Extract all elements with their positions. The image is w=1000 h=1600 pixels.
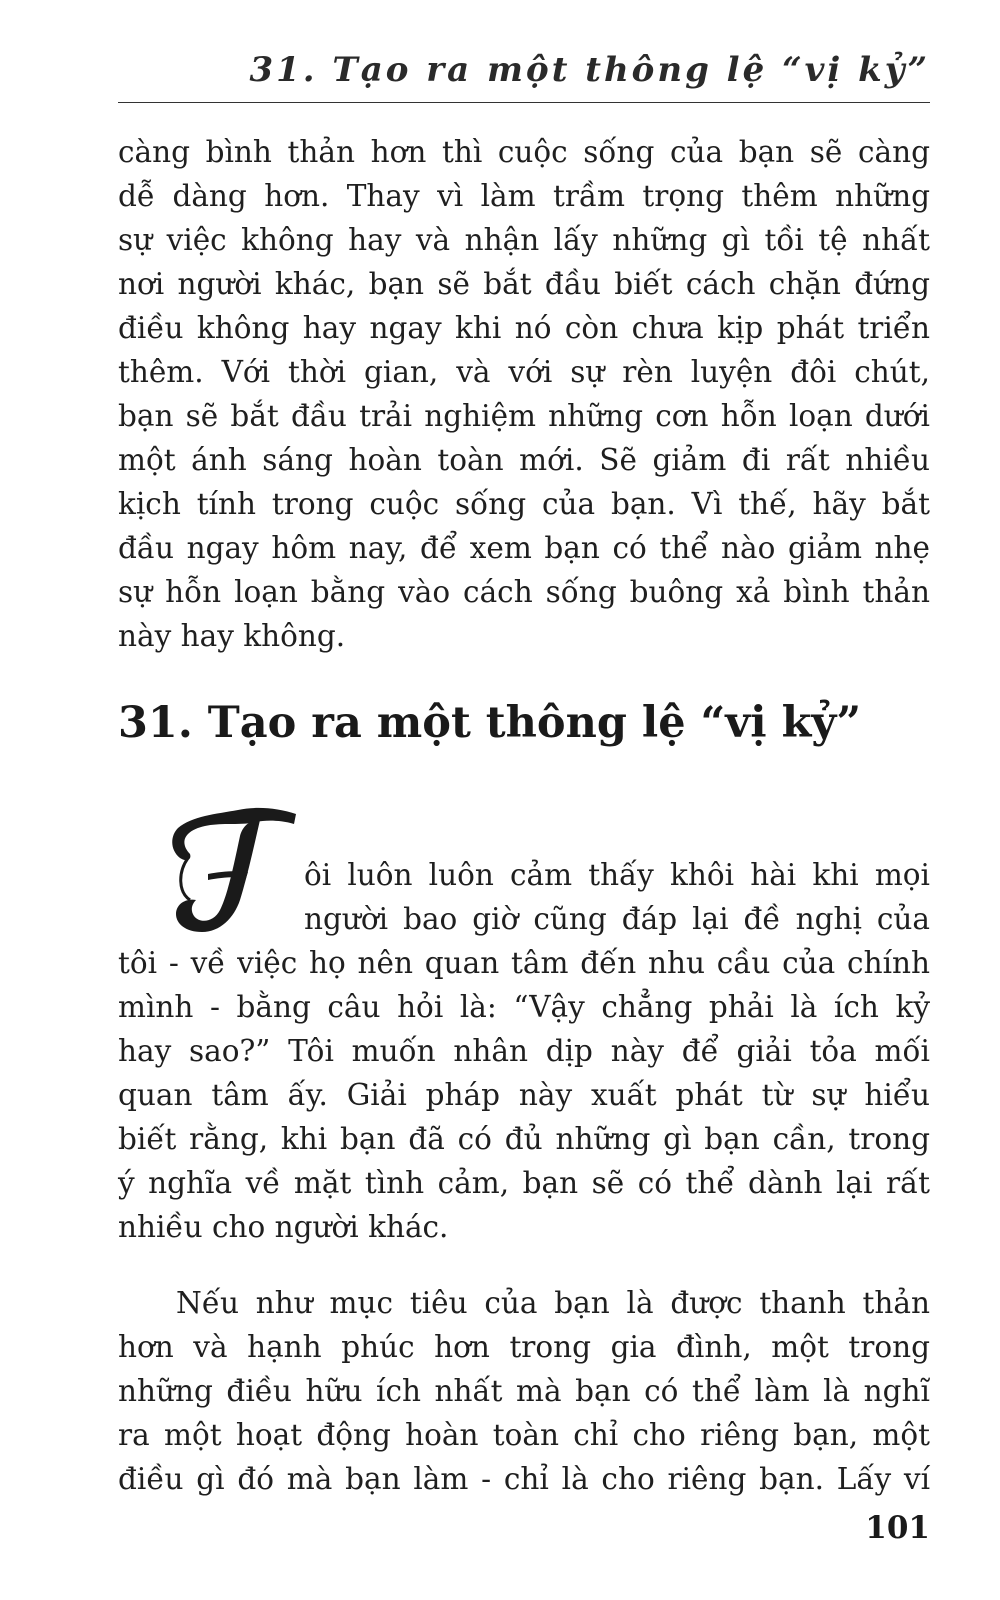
text-line: điều không hay ngay khi nó còn chưa kịp phát triển [118,311,930,345]
text-line: mình - bằng câu hỏi là: “Vậy chẳng phải là ích kỷ [118,990,930,1024]
text-line: hay sao?” Tôi muốn nhân dịp này để giải tỏa mối [118,1034,930,1068]
text-line: kịch tính trong cuộc sống của bạn. Vì thế, hãy bắt [118,487,930,521]
text-line: này hay không. [118,619,346,653]
text-line: bạn sẽ bắt đầu trải nghiệm những cơn hỗn loạn dưới [118,399,930,433]
text-line: ra một hoạt động hoàn toàn chỉ cho riêng bạn, một [118,1418,930,1452]
text-line: nơi người khác, bạn sẽ bắt đầu biết cách chặn đứng [118,267,930,301]
text-line: dễ dàng hơn. Thay vì làm trầm trọng thêm những [118,179,930,213]
text-line: ý nghĩa về mặt tình cảm, bạn sẽ có thể dành lại rất [118,1166,930,1200]
text-line: sự việc không hay và nhận lấy những gì tồi tệ nhất [118,223,930,257]
text-line: một ánh sáng hoàn toàn mới. Sẽ giảm đi rất nhiều [118,443,930,477]
text-line: người bao giờ cũng đáp lại đề nghị của [304,902,930,936]
page-number: 101 [865,1510,930,1546]
section-title: 31. Tạo ra một thông lệ “vị kỷ” [118,698,862,748]
paragraph-intro [118,853,930,1249]
text-line: thêm. Với thời gian, và với sự rèn luyện đôi chút, [118,355,930,389]
text-line: sự hỗn loạn bằng vào cách sống buông xả bình thản [118,575,930,609]
text-line: những điều hữu ích nhất mà bạn có thể làm là nghĩ [118,1374,930,1408]
text-line: đầu ngay hôm nay, để xem bạn có thể nào giảm nhẹ [118,531,930,565]
text-line: ôi luôn luôn cảm thấy khôi hài khi mọi [304,858,930,892]
paragraph-continued [118,130,930,658]
text-line: tôi - về việc họ nên quan tâm đến nhu cầu của chính [118,946,930,980]
text-line: điều gì đó mà bạn làm - chỉ là cho riêng bạn. Lấy ví [118,1462,930,1496]
text-line: hơn và hạnh phúc hơn trong gia đình, một trong [118,1330,930,1364]
paragraph-body [118,1281,930,1501]
text-line: Nếu như mục tiêu của bạn là được thanh thản [176,1286,930,1320]
text-line: biết rằng, khi bạn đã có đủ những gì bạn cần, trong [118,1122,930,1156]
text-line: nhiều cho người khác. [118,1210,449,1244]
text-line: quan tâm ấy. Giải pháp này xuất phát từ sự hiểu [118,1078,930,1112]
header-rule [118,102,930,103]
text-line: càng bình thản hơn thì cuộc sống của bạn sẽ càng [118,135,930,169]
running-header: 31. Tạo ra một thông lệ “vị kỷ” [249,50,930,90]
